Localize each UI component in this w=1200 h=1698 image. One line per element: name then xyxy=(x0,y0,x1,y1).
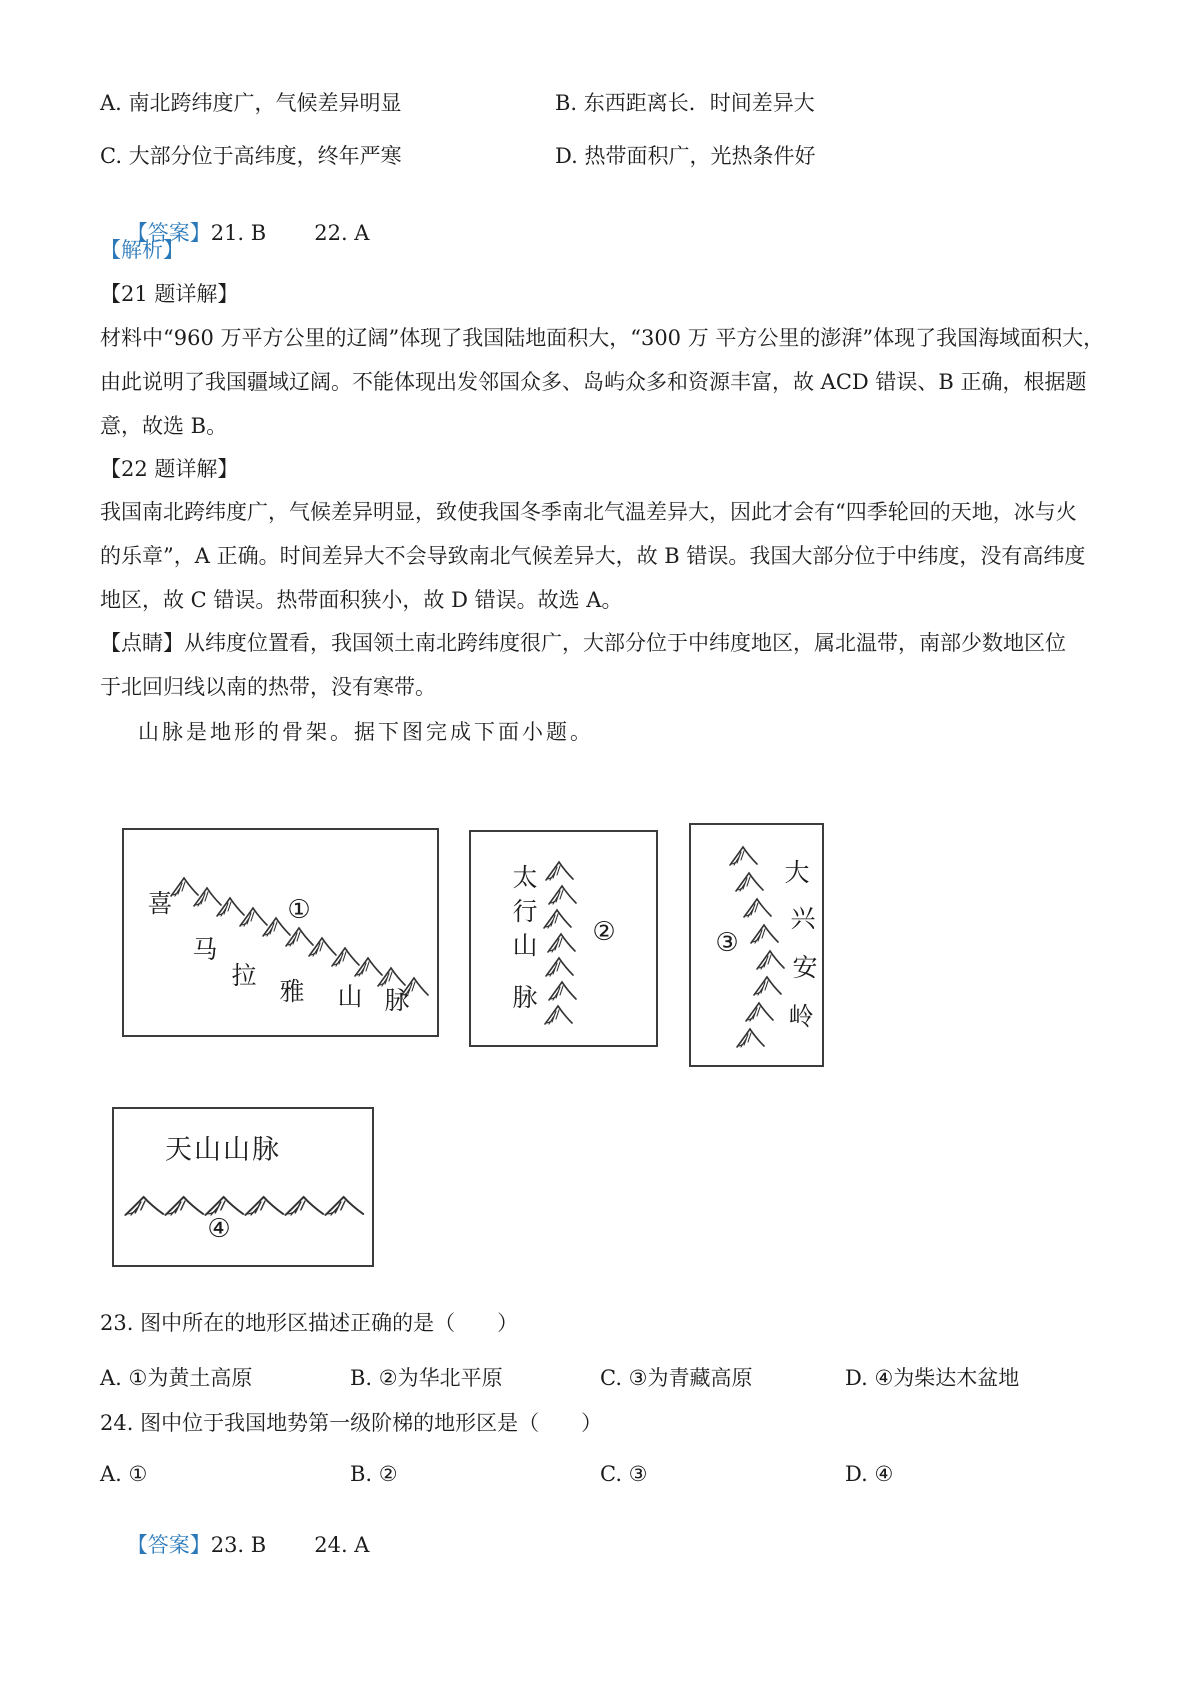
himalaya-char-4: 雅 xyxy=(279,977,305,1006)
tip-line2: 于北回归线以南的热带，没有寒带。 xyxy=(100,675,436,699)
taihang-char-4: 脉 xyxy=(512,983,538,1012)
himalaya-char-6: 脉 xyxy=(384,986,410,1015)
daxinganling-char-1: 大 xyxy=(784,858,810,887)
answer-22-value: 22. A xyxy=(314,221,370,246)
tianshan-label: 天山山脉 xyxy=(165,1134,281,1166)
circled-number-3: ③ xyxy=(715,928,739,958)
question-24-option-a: A. ① xyxy=(100,1462,148,1486)
analysis-tag: 【解析】 xyxy=(100,238,184,262)
taihang-char-3: 山 xyxy=(512,931,538,960)
figure-intro: 山脉是地形的骨架。据下图完成下面小题。 xyxy=(138,720,594,744)
daxinganling-char-4: 岭 xyxy=(788,1002,814,1031)
himalaya-char-1: 喜 xyxy=(147,889,173,918)
option-21-c: C. 大部分位于高纬度，终年严寒 xyxy=(100,144,402,168)
detail21-line1: 材料中“960 万平方公里的辽阔”体现了我国陆地面积大，“300 万 平方公里的澎湃”体现了我国海域面积大， xyxy=(100,326,1105,350)
circled-number-2: ② xyxy=(592,917,616,947)
daxinganling-char-2: 兴 xyxy=(790,904,816,933)
himalaya-char-3: 拉 xyxy=(231,961,257,990)
question-23-option-c: C. ③为青藏高原 xyxy=(600,1366,753,1390)
answer-tag: 【答案】 xyxy=(126,221,211,246)
question-24-option-d: D. ④ xyxy=(845,1462,894,1486)
question-23-option-b: B. ②为华北平原 xyxy=(350,1366,503,1390)
option-21-a: A. 南北跨纬度广，气候差异明显 xyxy=(100,91,402,115)
circled-number-4: ④ xyxy=(207,1214,231,1244)
mountain-chain-taihang xyxy=(471,832,656,1045)
circled-number-1: ① xyxy=(287,895,311,925)
option-21-d: D. 热带面积广，光热条件好 xyxy=(555,144,816,168)
detail22-line2: 的乐章”，A 正确。时间差异大不会导致南北气候差异大，故 B 错误。我国大部分位于中纬度，没有高纬度 xyxy=(100,544,1086,568)
answer-line-23-24 xyxy=(100,1505,369,1587)
detail21-heading: 【21 题详解】 xyxy=(100,282,239,306)
detail21-line3: 意，故选 B。 xyxy=(100,414,228,438)
detail22-line3: 地区，故 C 错误。热带面积狭小，故 D 错误。故选 A。 xyxy=(100,588,623,612)
figure-box-himalaya xyxy=(122,828,439,1037)
question-24-option-b: B. ② xyxy=(350,1462,398,1486)
answer-tag-2: 【答案】 xyxy=(126,1533,211,1558)
figure-box-daxinganling xyxy=(689,823,824,1067)
himalaya-char-2: 马 xyxy=(192,935,218,964)
question-23-option-d: D. ④为柴达木盆地 xyxy=(845,1366,1020,1390)
question-23-stem: 23. 图中所在的地形区描述正确的是（ ） xyxy=(100,1311,519,1335)
question-24-option-c: C. ③ xyxy=(600,1462,648,1486)
answer-24-value: 24. A xyxy=(314,1533,370,1558)
figure-box-taihang xyxy=(469,830,658,1047)
daxinganling-char-3: 安 xyxy=(792,953,818,982)
figure-box-tianshan xyxy=(112,1107,374,1267)
tip-line1: 【点睛】从纬度位置看，我国领土南北跨纬度很广，大部分位于中纬度地区，属北温带，南部少数地区位 xyxy=(100,631,1066,655)
taihang-char-1: 太 xyxy=(512,863,538,892)
answer-23-value: 23. B xyxy=(210,1533,267,1558)
taihang-char-2: 行 xyxy=(512,897,538,926)
question-23-option-a: A. ①为黄土高原 xyxy=(100,1366,253,1390)
question-24-stem: 24. 图中位于我国地势第一级阶梯的地形区是（ ） xyxy=(100,1411,603,1435)
himalaya-char-5: 山 xyxy=(337,982,363,1011)
option-21-b: B. 东西距离长．时间差异大 xyxy=(555,91,815,115)
detail21-line2: 由此说明了我国疆域辽阔。不能体现出发邻国众多、岛屿众多和资源丰富，故 ACD 错误、B 正确，根据题 xyxy=(100,370,1087,394)
answer-21-value: 21. B xyxy=(210,221,267,246)
detail22-heading: 【22 题详解】 xyxy=(100,457,239,481)
detail22-line1: 我国南北跨纬度广，气候差异明显，致使我国冬季南北气温差异大，因此才会有“四季轮回的天地，冰与火 xyxy=(100,500,1077,524)
